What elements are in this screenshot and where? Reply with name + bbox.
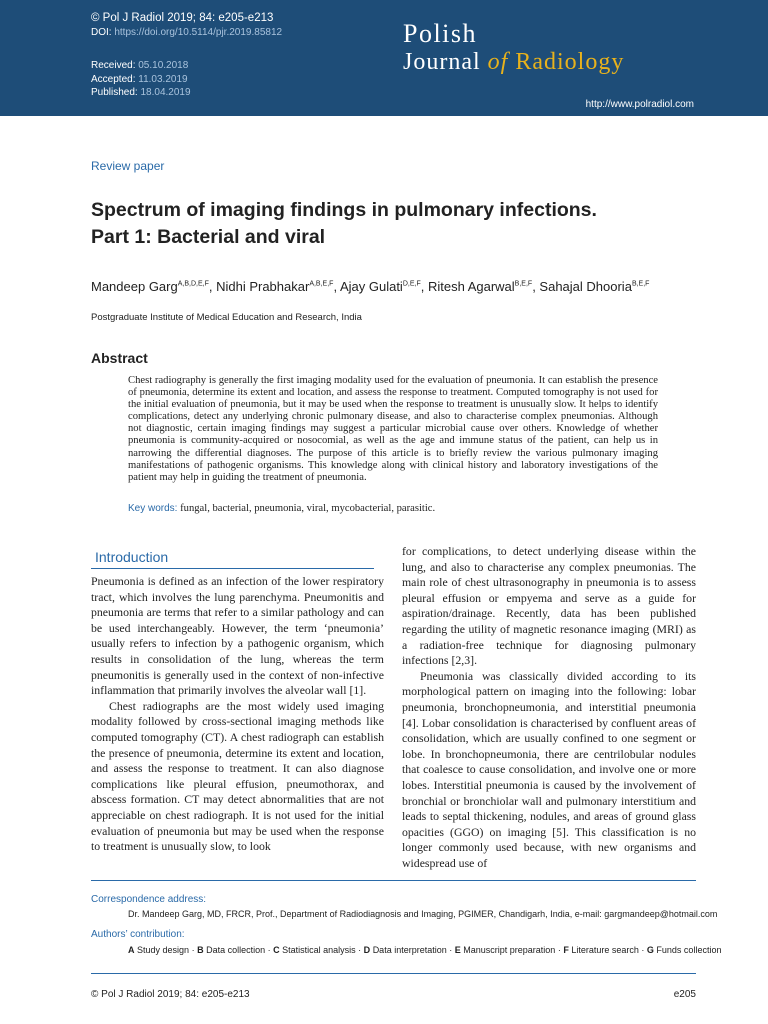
body-column-left: [91, 574, 384, 855]
contribution-text: Literature search: [571, 945, 639, 955]
contribution-letter: B: [197, 945, 204, 955]
received-date: 05.10.2018: [138, 60, 189, 71]
article-type: Review paper: [91, 159, 165, 173]
contribution-letter: A: [128, 945, 135, 955]
title-line-1: Spectrum of imaging findings in pulmonary infections.: [91, 199, 597, 221]
keywords-line: [128, 503, 435, 514]
author-contribution: B,E,F: [514, 280, 533, 288]
accepted-line: [91, 73, 282, 87]
section-heading-introduction: Introduction: [91, 549, 374, 569]
author-contribution: B,E,F: [631, 280, 650, 288]
body-column-right: [402, 544, 696, 871]
doi-line: [91, 26, 282, 40]
author-name: Ajay Gulati: [339, 279, 403, 294]
doi-label: DOI:: [91, 26, 112, 38]
page-number: e205: [673, 989, 696, 1000]
accepted-date: 11.03.2019: [138, 73, 188, 85]
received-label: Received:: [91, 60, 136, 71]
paragraph: Pneumonia was classically divided according to its morphological pattern on imaging into the following: lobar pneumonia, bronchopneumonia, and interstitial pneumonia [4]. Lobar consolidation is characterised by confluent areas of consolidation, which are usually confined to one segment or lobe. In bronchopneumonia, there are centrilobular nodules that coalesce to cause consolidation, and involve one or more lobes. Interstitial pneumonia is caused by the involvement of bronchial or bronchiolar wall and pulmonary interstitium and leads to septal thickening, nodules, and areas of ground glass opacities (GGO) on imaging [5]. This classification is no longer commonly used because, with new organisms and widespread use of: [402, 668, 696, 870]
keywords-label: Key words:: [128, 503, 178, 514]
contribution-letter: G: [646, 945, 654, 955]
correspondence-address: Dr. Mandeep Garg, MD, FRCR, Prof., Department of Radiodiagnosis and Imaging, PGIMER, Chandigarh, India, e-mail: gargmandeep@hotmail.com: [128, 909, 718, 919]
contribution-heading: Authors’ contribution:: [91, 929, 185, 940]
doi-link[interactable]: https://doi.org/10.5114/pjr.2019.85812: [114, 26, 283, 38]
published-date: 18.04.2019: [140, 87, 191, 98]
published-label: Published:: [91, 87, 138, 98]
abstract-heading: Abstract: [91, 350, 148, 366]
author-contribution: A,B,D,E,F: [177, 280, 209, 288]
contribution-legend: A Study design · B Data collection · C Statistical analysis · D Data interpretation · E Manuscript preparation · F Literature search · G Funds collection: [128, 945, 722, 955]
paragraph: Chest radiographs are the most widely used imaging modality followed by cross-sectional imaging methods like computed tomography (CT). A chest radiograph can establish the presence of pneumonia, determine its extent and location, and assess the response to treatment. It can also diagnose complications like pleural effusion, pneumothorax, and abscess formation. CT may detect abnormalities that are not appreciable on chest radiograph. It is not used for the initial evaluation of pneumonia but may be used when the response to treatment is unusually slow, to look: [91, 698, 384, 854]
paragraph: for complications, to detect underlying disease within the lung, and also to characterise any complex pneumonias. The main role of chest ultrasonography in pneumonia is to assess pleural effusion or empyema and serve as a guide for aspiration/drainage. Recently, data has been published regarding the utility of magnetic resonance imaging (MRI) as a radiation-free technique for diagnosing pulmonary infections [2,3].: [402, 544, 696, 668]
author-name: Ritesh Agarwal: [427, 279, 515, 294]
contribution-text: Funds collection: [656, 945, 722, 955]
journal-logo-line2: [403, 48, 624, 76]
journal-logo-radiology: Radiology: [515, 49, 625, 75]
author-contribution: A,B,E,F: [309, 280, 334, 288]
contribution-text: Statistical analysis: [282, 945, 356, 955]
footer-citation: © Pol J Radiol 2019; 84: e205-e213: [91, 989, 250, 1000]
contribution-text: Data interpretation: [372, 945, 447, 955]
author-name: Mandeep Garg: [91, 279, 178, 294]
author-name: Sahajal Dhooria: [539, 279, 632, 294]
accepted-label: Accepted:: [91, 73, 136, 85]
contribution-letter: F: [563, 945, 569, 955]
journal-header: [0, 0, 768, 116]
title-line-2: Part 1: Bacterial and viral: [91, 226, 326, 248]
contribution-letter: D: [363, 945, 371, 955]
contribution-text: Manuscript preparation: [463, 945, 556, 955]
published-line: [91, 86, 282, 100]
journal-url-link[interactable]: http://www.polradiol.com: [585, 99, 694, 110]
journal-logo-of: of: [487, 49, 509, 75]
received-line: [91, 59, 282, 73]
contribution-letter: C: [273, 945, 280, 955]
author-name: Nidhi Prabhakar: [216, 279, 310, 294]
contribution-letter: E: [454, 945, 461, 955]
header-citation: © Pol J Radiol 2019; 84: e205-e213: [91, 12, 274, 24]
author-contribution: D,E,F: [402, 280, 421, 288]
divider: [91, 880, 696, 881]
contribution-text: Study design: [137, 945, 190, 955]
paragraph: Pneumonia is defined as an infection of the lower respiratory tract, which involves the lung parenchyma. Pneumonitis and pneumonia are terms that refer to a similar pathology and can be used interchangeably. However, the term ‘pneumonia’ usually refers to infection by a pathogenic organism, which results in consolidation of the lung, whereas the term pneumonitis is generally used in the context of non-infective inflammation that primarily involves the alveolar wall [1].: [91, 574, 384, 698]
article-meta: [91, 12, 282, 100]
author-list: Mandeep Garg$^{A,B,D,E,F}$, Nidhi Prabhakar$^{A,B,E,F}$, Ajay Gulati$^{D,E,F}$, Ritesh Agarwal$^{B,E,F}$, Sahajal Dhooria$^{B,E,F}$: [91, 279, 650, 294]
affiliation: Postgraduate Institute of Medical Education and Research, India: [91, 312, 362, 323]
correspondence-heading: Correspondence address:: [91, 894, 207, 905]
article-title: [91, 197, 691, 251]
keywords-text: fungal, bacterial, pneumonia, viral, mycobacterial, parasitic.: [180, 503, 436, 514]
divider: [91, 973, 696, 974]
contribution-text: Data collection: [206, 945, 266, 955]
journal-logo-journal: Journal: [403, 49, 481, 75]
journal-logo-line1: Polish: [403, 19, 478, 48]
abstract-text: Chest radiography is generally the first imaging modality used for the evaluation of pneumonia. It can establish the presence of pneumonia, determine its extent and location, and assess the response to treatment. Computed tomography is not used for the initial evaluation of pneumonia, but it may be used when the response to treatment is unusually slow. It helps to identify complications, detect any underlying chronic pulmonary disease, and also to characterise complex pneumonias. Although not diagnostic, certain imaging findings may suggest a particular microbial cause over others. Knowledge of whether pneumonia is community-acquired or nosocomial, as well as the age and immune status of the patient, can help us in narrowing the differential diagnoses. The purpose of this article is to briefly review the various pulmonary imaging manifestations of pathogenic organisms. This knowledge along with clinical history and laboratory investigations of the patient may help in guiding the treatment of pneumonia.: [128, 375, 658, 483]
